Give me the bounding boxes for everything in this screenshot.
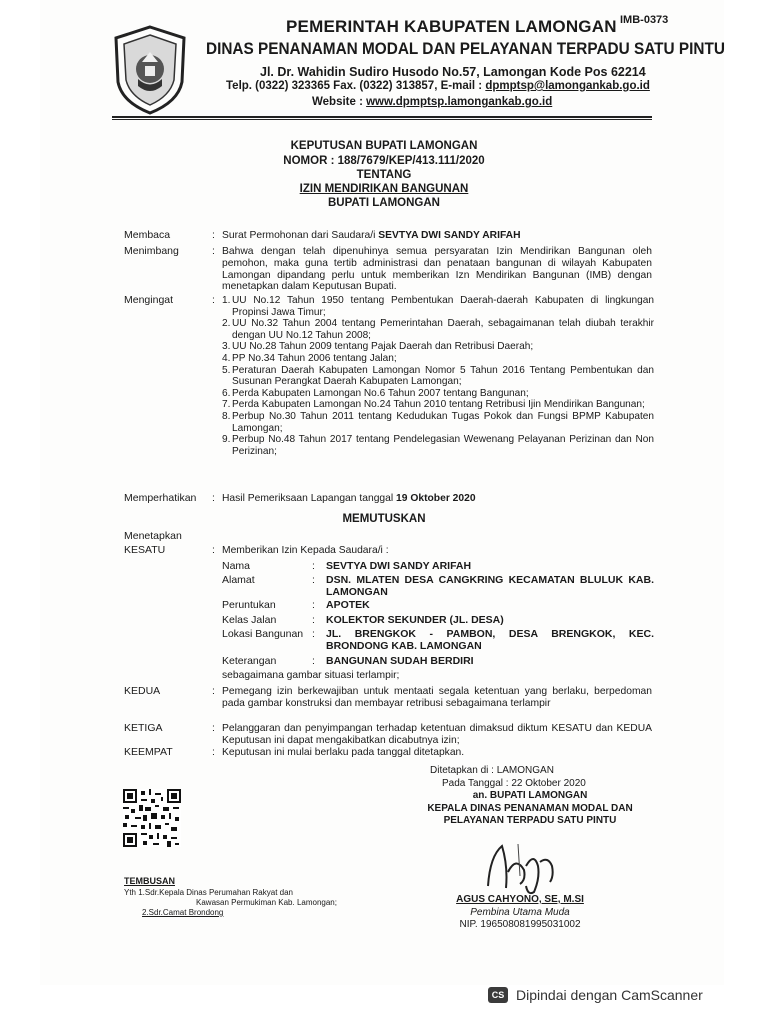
kedua-text: Pemegang izin berkewajiban untuk mentaati segala ketentuan yang berlaku, berpedoman pada gambar konstruksi dan membayar retribusi sebagaimana terlampir	[222, 686, 652, 709]
list-number: 2.	[222, 318, 231, 330]
mengingat-label: Mengingat	[124, 294, 174, 306]
tembusan-title: TEMBUSAN	[124, 876, 175, 886]
field-value-peruntukan: APOTEK	[326, 599, 370, 611]
kedua-label: KEDUA	[124, 685, 161, 697]
title-regent: BUPATI LAMONGAN	[327, 197, 440, 209]
list-number: 1.	[222, 295, 231, 306]
list-number: 4.	[222, 352, 231, 364]
kesatu-outro: sebagaimana gambar situasi terlampir;	[222, 670, 400, 681]
sig-nip: NIP. 196508081995031002	[459, 919, 581, 930]
header-telp: Telp. (0322) 323365 Fax. (0322) 313857, E-mail :	[226, 80, 486, 92]
title-about: TENTANG	[356, 169, 412, 181]
list-item	[222, 434, 654, 457]
header-email[interactable]: dpmptsp@lamongankab.go.id	[485, 80, 650, 92]
colon: :	[212, 229, 215, 241]
header-rule-thin	[112, 119, 652, 120]
list-text: Perda Kabupaten Lamongan No.6 Tahun 2007 tentang Bangunan;	[232, 387, 529, 399]
sig-name: AGUS CAHYONO, SE, M.SI	[456, 894, 584, 905]
list-item	[222, 318, 654, 341]
list-text: Perda Kabupaten Lamongan No.24 Tahun 2010 tentang Retribusi Ijin Mendirikan Bangunan;	[232, 399, 645, 411]
colon: :	[212, 722, 215, 734]
camscanner-icon: CS	[488, 987, 508, 1003]
list-text: Perbup No.30 Tahun 2011 tentang Kedudukan Tugas Pokok dan Fungsi BPMP Kabupaten Lamongan;	[232, 410, 654, 434]
header-government: PEMERINTAH KABUPATEN LAMONGAN	[286, 17, 617, 36]
keempat-label: KEEMPAT	[124, 746, 173, 758]
membaca-name: SEVTYA DWI SANDY ARIFAH	[378, 230, 521, 241]
list-number: 5.	[222, 364, 231, 376]
title-decree: KEPUTUSAN BUPATI LAMONGAN	[290, 140, 478, 152]
membaca-label: Membaca	[124, 229, 171, 241]
header-agency: DINAS PENANAMAN MODAL DAN PELAYANAN TERPADU SATU PINTU	[206, 40, 725, 58]
list-item	[222, 399, 654, 411]
tembusan-list	[124, 888, 337, 918]
title-number: NOMOR : 188/7679/KEP/413.111/2020	[283, 155, 485, 167]
colon: :	[312, 574, 315, 586]
sig-rank: Pembina Utama Muda	[470, 907, 570, 918]
memutuskan-heading: MEMUTUSKAN	[342, 513, 426, 525]
colon: :	[212, 294, 215, 306]
sig-an: an. BUPATI LAMONGAN	[472, 790, 588, 801]
kesatu-intro: Memberikan Izin Kepada Saudara/i :	[222, 545, 389, 556]
colon: :	[212, 544, 215, 556]
field-value-keterangan: BANGUNAN SUDAH BERDIRI	[326, 655, 474, 667]
handwritten-signature-icon	[468, 826, 588, 896]
keempat-text: Keputusan ini mulai berlaku pada tanggal ditetapkan.	[222, 747, 465, 758]
membaca-intro: Surat Permohonan dari Saudara/i	[222, 230, 379, 241]
ketiga-label: KETIGA	[124, 722, 163, 734]
field-label: Alamat	[222, 574, 255, 586]
memperhatikan-intro: Hasil Pemeriksaan Lapangan tanggal	[222, 493, 397, 504]
field-value-kelas-jalan: KOLEKTOR SEKUNDER (JL. DESA)	[326, 614, 504, 626]
title-subject-text: IZIN MENDIRIKAN BANGUNAN	[299, 183, 469, 195]
kesatu-label: KESATU	[124, 544, 166, 556]
camscanner-text: Dipindai dengan CamScanner	[516, 987, 703, 1003]
field-value-alamat: DSN. MLATEN DESA CANGKRING KECAMATAN BLULUK KAB. LAMONGAN	[326, 574, 654, 598]
field-label: Peruntukan	[222, 599, 276, 611]
colon: :	[212, 685, 215, 697]
list-text: Perbup No.48 Tahun 2017 tentang Pendelegasian Wewenang Pelayanan Perizinan dan Non Perizinan;	[232, 434, 654, 457]
regency-seal-icon	[112, 24, 188, 116]
field-value-nama: SEVTYA DWI SANDY ARIFAH	[326, 560, 472, 572]
list-number: 6.	[222, 387, 231, 399]
header-website	[312, 96, 552, 108]
colon: :	[312, 614, 315, 626]
list-text: UU No.12 Tahun 1950 tentang Pembentukan Daerah-daerah Kabupaten di lingkungan Propinsi Jawa Timur;	[232, 295, 654, 318]
header-contact	[226, 80, 650, 92]
field-label: Nama	[222, 560, 251, 572]
qr-code-icon[interactable]	[123, 789, 181, 847]
memperhatikan-label: Memperhatikan	[124, 492, 197, 504]
title-subject	[0, 183, 768, 195]
list-item	[222, 365, 654, 388]
colon: :	[312, 655, 315, 667]
header-rule	[112, 116, 652, 118]
field-label: Keterangan	[222, 655, 277, 667]
sig-ditetapkan: Ditetapkan di : LAMONGAN	[430, 765, 554, 776]
ketiga-text: Pelanggaran dan penyimpangan terhadap ketentuan dimaksud diktum KESATU dan KEDUA Keputusan ini dapat mengakibatkan dicabutnya izin;	[222, 723, 652, 746]
list-item	[222, 341, 654, 353]
colon: :	[312, 628, 315, 640]
header-website-label: Website :	[312, 96, 367, 108]
menimbang-label: Menimbang	[124, 245, 179, 257]
membaca-text	[222, 230, 652, 242]
menimbang-text: Bahwa dengan telah dipenuhinya semua persyaratan Izin Mendirikan Bangunan oleh pemohon, maka guna tertib administrasi dan penataan bangunan di wilayah Kabupaten Lamongan dipandang perlu untuk memberikan Izn Mendirikan Bangunan (IMB) dengan menetapkan dalam Keputusan Bupati.	[222, 246, 652, 293]
list-item: Kawasan Permukiman Kab. Lamongan;	[196, 898, 337, 907]
field-label: Lokasi Bangunan	[222, 628, 304, 640]
colon: :	[212, 492, 215, 504]
list-item	[222, 388, 654, 400]
menetapkan-label: Menetapkan	[124, 530, 182, 542]
field-label: Kelas Jalan	[222, 614, 277, 626]
list-text: UU No.28 Tahun 2009 tentang Pajak Daerah dan Retribusi Daerah;	[232, 341, 534, 353]
colon: :	[312, 599, 315, 611]
list-item	[222, 411, 654, 434]
memperhatikan-text	[222, 493, 652, 505]
list-text: PP No.34 Tahun 2006 tentang Jalan;	[232, 352, 397, 364]
mengingat-list	[222, 295, 654, 457]
colon: :	[212, 746, 215, 758]
list-number: 9.	[222, 434, 231, 446]
list-text: UU No.32 Tahun 2004 tentang Pemerintahan Daerah, sebagaimanan telah diubah terakhir dengan UU No.12 Tahun 2008;	[232, 318, 654, 341]
header-website-link[interactable]: www.dpmptsp.lamongankab.go.id	[366, 96, 553, 108]
list-item	[222, 295, 654, 318]
memperhatikan-date: 19 Oktober 2020	[396, 493, 476, 504]
list-number: 3.	[222, 341, 231, 353]
sig-jabatan-1: KEPALA DINAS PENANAMAN MODAL DAN	[427, 803, 633, 814]
header-address: Jl. Dr. Wahidin Sudiro Husodo No.57, Lamongan Kode Pos 62214	[260, 65, 646, 79]
list-number: 7.	[222, 399, 231, 411]
document-code: IMB-0373	[620, 14, 669, 26]
list-item: Yth 1.Sdr.Kepala Dinas Perumahan Rakyat dan	[124, 888, 293, 897]
list-item: 2.Sdr.Camat Brondong	[142, 908, 224, 917]
field-value-lokasi: JL. BRENGKOK - PAMBON, DESA BRENGKOK, KEC. BRONDONG KAB. LAMONGAN	[326, 628, 654, 652]
sig-tanggal: Pada Tanggal : 22 Oktober 2020	[442, 778, 586, 789]
list-text: Peraturan Daerah Kabupaten Lamongan Nomor 5 Tahun 2016 Tentang Pembentukan dan Susunan Perangkat Daerah Kabupaten Lamongan;	[232, 364, 654, 388]
camscanner-watermark	[488, 987, 703, 1003]
list-number: 8.	[222, 410, 231, 422]
list-item	[222, 353, 654, 365]
sig-jabatan-2: PELAYANAN TERPADU SATU PINTU	[443, 815, 617, 826]
colon: :	[312, 560, 315, 572]
colon: :	[212, 245, 215, 257]
